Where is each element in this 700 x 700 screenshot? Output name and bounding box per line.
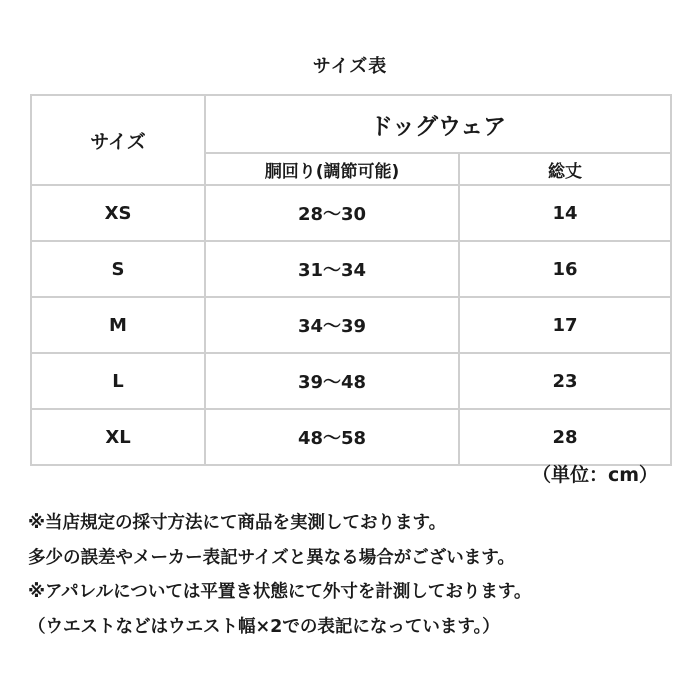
length-cell: 16 xyxy=(459,241,671,297)
note-line: ※当店規定の採寸方法にて商品を実測しております。 xyxy=(28,513,447,533)
page-title: サイズ表 xyxy=(312,56,388,77)
waist-cell: 31〜34 xyxy=(205,241,459,297)
table-row xyxy=(31,185,671,241)
table-row xyxy=(31,297,671,353)
unit-label: （単位：cm） xyxy=(531,464,658,486)
table-header-row xyxy=(31,95,671,153)
length-cell: 17 xyxy=(459,297,671,353)
table-row xyxy=(31,409,671,465)
waist-cell: 34〜39 xyxy=(205,297,459,353)
size-cell: M xyxy=(31,297,205,353)
table-row xyxy=(31,241,671,297)
length-cell: 23 xyxy=(459,353,671,409)
table-row xyxy=(31,353,671,409)
size-cell: XL xyxy=(31,409,205,465)
waist-cell: 48〜58 xyxy=(205,409,459,465)
size-table xyxy=(30,94,672,466)
size-cell: XS xyxy=(31,185,205,241)
waist-cell: 39〜48 xyxy=(205,353,459,409)
length-cell: 14 xyxy=(459,185,671,241)
size-column-header: サイズ xyxy=(31,95,205,185)
waist-column-header: 胴回り(調節可能) xyxy=(205,153,459,185)
waist-cell: 28〜30 xyxy=(205,185,459,241)
dogwear-group-header: ドッグウェア xyxy=(205,95,671,153)
notes-block xyxy=(28,506,678,644)
size-cell: L xyxy=(31,353,205,409)
note-line: ※アパレルについては平置き状態にて外寸を計測しております。 xyxy=(28,582,532,602)
length-column-header: 総丈 xyxy=(459,153,671,185)
note-line: 多少の誤差やメーカー表記サイズと異なる場合がございます。 xyxy=(28,547,515,568)
note-line: （ウエストなどはウエスト幅×2での表記になっています。） xyxy=(28,616,500,637)
size-table-container xyxy=(30,94,670,466)
size-cell: S xyxy=(31,241,205,297)
length-cell: 28 xyxy=(459,409,671,465)
